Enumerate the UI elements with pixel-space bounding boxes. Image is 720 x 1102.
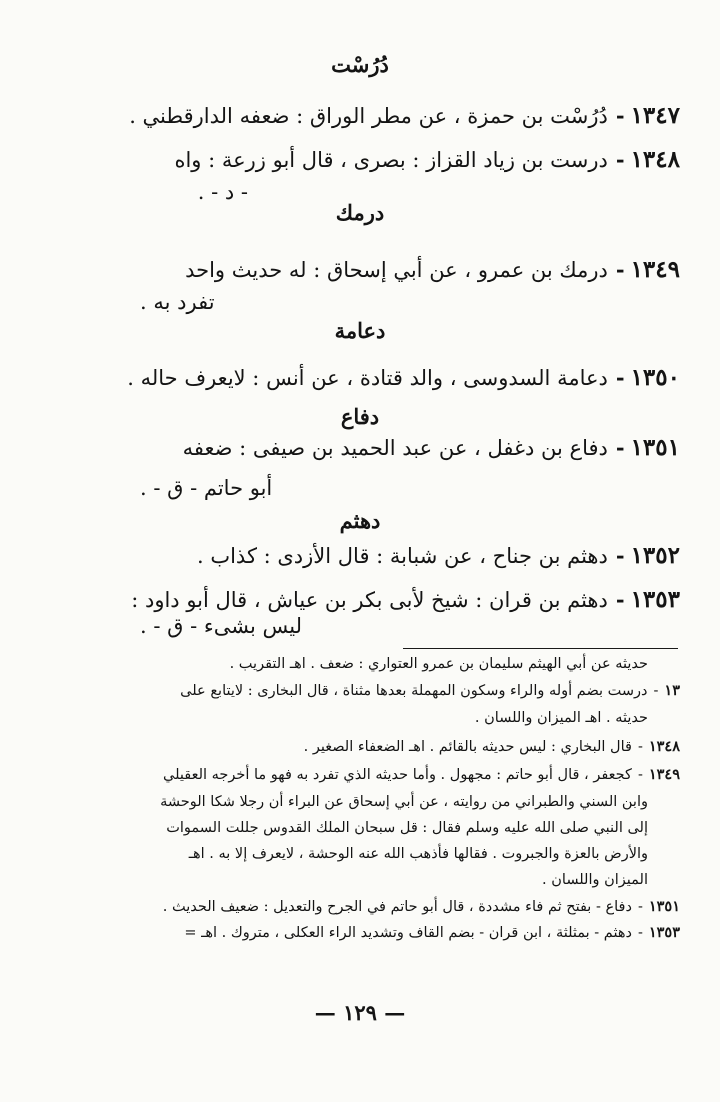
entry-text: درست بن زياد القزاز : بصرى ، قال أبو زرعة : واه [174, 148, 608, 172]
footnote-1349-line-2: وابن السني والطبراني من روايته ، عن أبي إسحاق عن البراء أن رجلا شكا الوحشة [160, 794, 648, 810]
page-number: — ١٢٩ — [314, 1000, 406, 1025]
footnote-1353: ١٣٥٣-دهثم - بمثلثة ، ابن قران - بضم القاف وتشديد الراء العكلى ، متروك . اهـ = [35, 920, 680, 946]
footnote-carryover: حديثه عن أبي الهيثم سليمان بن عمرو العتواري : ضعف . اهـ التقريب . [229, 656, 648, 672]
footnote-text: دفاع - بفتح ثم فاء مشددة ، قال أبو حاتم في الجرح والتعديل : ضعيف الحديث . [162, 899, 632, 915]
entry-text: دعامة السدوسى ، والد قتادة ، عن أنس : لايعرف حاله . [127, 366, 608, 390]
entry-text: دفاع بن دغفل ، عن عبد الحميد بن صيفى : ضعفه [182, 436, 608, 460]
footnote-13: ١٣-درست بضم أوله والراء وسكون المهملة بعدها مثناة ، قال البخارى : لايتابع على [35, 678, 680, 704]
footnote-1349: ١٣٤٩-كجعفر ، قال أبو حاتم : مجهول . وأما حديثه الذي تفرد به فهو ما أخرجه العقيلي [35, 762, 680, 788]
footnote-13-line-2: حديثه . اهـ الميزان واللسان . [474, 710, 648, 726]
entry-text: درمك بن عمرو ، عن أبي إسحاق : له حديث واحد [185, 258, 608, 282]
footnote-1349-line-5: الميزان واللسان . [542, 872, 648, 888]
footnote-text: درست بضم أوله والراء وسكون المهملة بعدها مثناة ، قال البخارى : لايتابع على [180, 683, 648, 699]
entry-1347: ١٣٤٧-دُرُسْت بن حمزة ، عن مطر الوراق : ضعفه الدارقطني . [40, 96, 680, 136]
entry-1352: ١٣٥٢-دهثم بن جناح ، عن شبابة : قال الأزدى : كذاب . [40, 536, 680, 576]
section-heading-darmak: درمك [335, 200, 385, 225]
entry-text: دُرُسْت بن حمزة ، عن مطر الوراق : ضعفه الدارقطني . [129, 104, 608, 128]
footnote-number: ١٣٥٣ [648, 924, 680, 941]
entry-1349: ١٣٤٩-درمك بن عمرو ، عن أبي إسحاق : له حديث واحد [40, 250, 680, 290]
footnote-number: ١٣٤٩ [648, 766, 680, 783]
entry-1348: ١٣٤٨-درست بن زياد القزاز : بصرى ، قال أبو زرعة : واه [40, 140, 680, 180]
footnote-1351: ١٣٥١-دفاع - بفتح ثم فاء مشددة ، قال أبو حاتم في الجرح والتعديل : ضعيف الحديث . [35, 894, 680, 920]
footnote-text: دهثم - بمثلثة ، ابن قران - بضم القاف وتشديد الراء العكلى ، متروك . اهـ = [184, 925, 632, 941]
entry-number: ١٣٤٩ [630, 256, 680, 283]
entry-number: ١٣٥٠ [630, 364, 680, 391]
section-heading-difa: دفاع [340, 404, 380, 429]
entry-number: ١٣٤٧ [630, 102, 680, 129]
entry-1351: ١٣٥١-دفاع بن دغفل ، عن عبد الحميد بن صيفى : ضعفه [40, 428, 680, 468]
entry-1351-continuation: أبو حاتم - ق - . [140, 476, 273, 500]
footnote-1349-line-4: والأرض بالعزة والجبروت . فقالها فأذهب الله عنه الوحشة ، لايعرف إلا به . اهـ [188, 846, 648, 862]
entry-text: دهثم بن قران : شيخ لأبى بكر بن عياش ، قال أبو داود : [131, 588, 608, 612]
entry-number: ١٣٥٢ [630, 542, 680, 569]
footnote-number: ١٣٤٨ [648, 738, 680, 755]
entry-number: ١٣٥١ [630, 434, 680, 461]
entry-1350: ١٣٥٠-دعامة السدوسى ، والد قتادة ، عن أنس : لايعرف حاله . [40, 358, 680, 398]
footnote-number: ١٣ [664, 682, 680, 699]
entry-number: ١٣٥٣ [630, 586, 680, 613]
entry-1353: ١٣٥٣-دهثم بن قران : شيخ لأبى بكر بن عياش ، قال أبو داود : [40, 580, 680, 620]
footnote-text: كجعفر ، قال أبو حاتم : مجهول . وأما حديثه الذي تفرد به فهو ما أخرجه العقيلي [163, 767, 632, 783]
footnote-1349-line-3: إلى النبي صلى الله عليه وسلم فقال : قل سبحان الملك القدوس جللت السموات [166, 820, 648, 836]
entry-1348-continuation: - د - . [197, 180, 248, 204]
footnote-1348: ١٣٤٨-قال البخاري : ليس حديثه بالقائم . اهـ الضعفاء الصغير . [35, 734, 680, 760]
section-heading-diama: دعامة [334, 318, 386, 343]
footnote-text: قال البخاري : ليس حديثه بالقائم . اهـ الضعفاء الصغير . [303, 739, 632, 755]
section-heading-dahtham: دهثم [339, 508, 381, 533]
entry-1349-continuation: تفرد به . [140, 290, 215, 314]
footnote-number: ١٣٥١ [648, 898, 680, 915]
entry-text: دهثم بن جناح ، عن شبابة : قال الأزدى : كذاب . [196, 544, 608, 568]
entry-1353-continuation: ليس بشىء - ق - . [140, 614, 303, 638]
section-heading-durust: دُرُسْت [331, 52, 389, 77]
footnote-separator [403, 648, 678, 649]
entry-number: ١٣٤٨ [630, 146, 680, 173]
